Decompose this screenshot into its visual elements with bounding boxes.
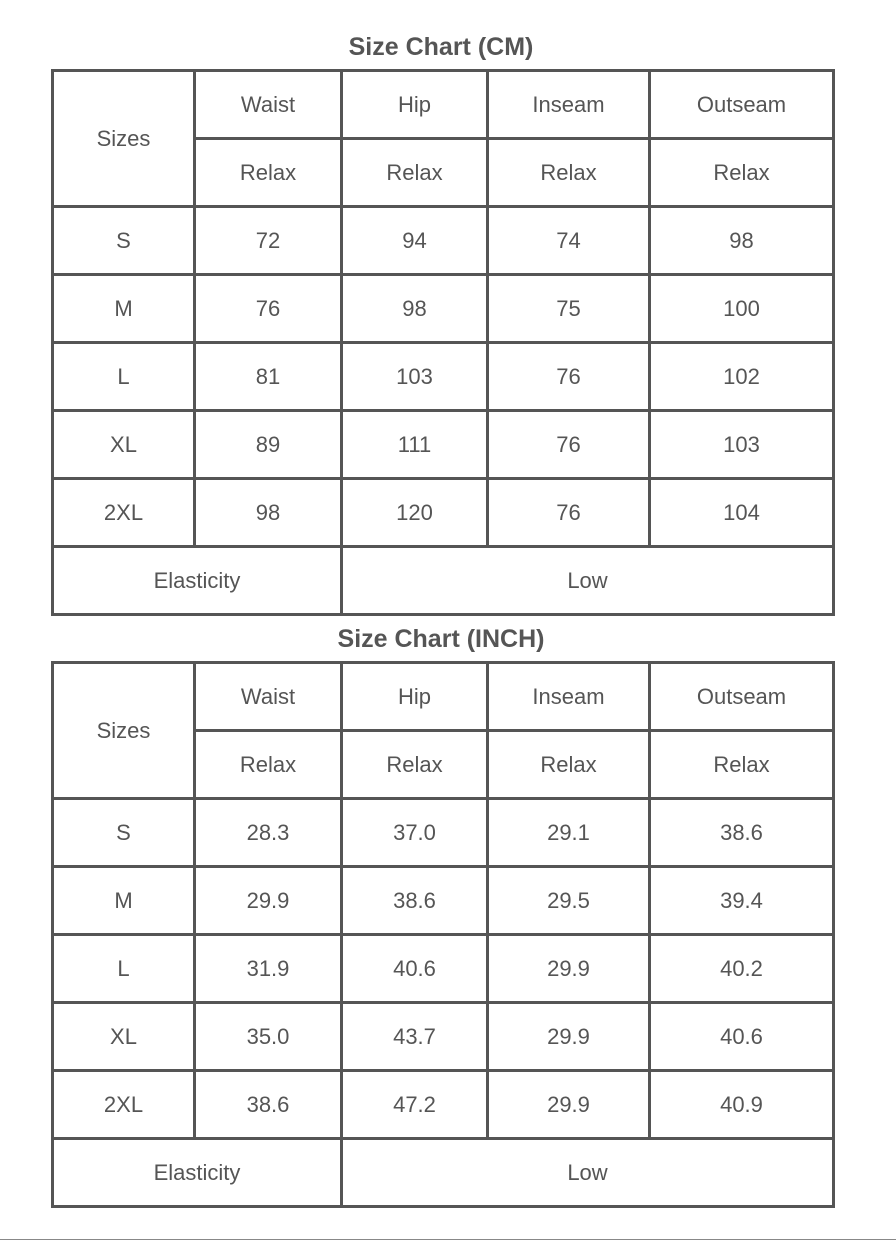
size-cell: M <box>53 275 195 343</box>
size-cell: XL <box>53 1003 195 1071</box>
fit-header-waist: Relax <box>195 731 342 799</box>
size-chart-cm-table <box>51 69 835 616</box>
sizes-header: Sizes <box>53 71 195 207</box>
table-row <box>53 479 834 547</box>
measure-header-waist: Waist <box>195 663 342 731</box>
value-cell: 76 <box>488 479 650 547</box>
measure-header-hip: Hip <box>342 71 488 139</box>
elasticity-label: Elasticity <box>53 1139 342 1207</box>
sizes-header: Sizes <box>53 663 195 799</box>
size-chart-inch-title: Size Chart (INCH) <box>337 625 545 653</box>
value-cell: 29.5 <box>488 867 650 935</box>
value-cell: 89 <box>195 411 342 479</box>
table-row <box>53 343 834 411</box>
value-cell: 29.1 <box>488 799 650 867</box>
value-cell: 31.9 <box>195 935 342 1003</box>
value-cell: 38.6 <box>195 1071 342 1139</box>
value-cell: 103 <box>342 343 488 411</box>
measure-header-waist: Waist <box>195 71 342 139</box>
value-cell: 29.9 <box>488 1003 650 1071</box>
elasticity-row <box>53 1139 834 1207</box>
size-cell: 2XL <box>53 1071 195 1139</box>
value-cell: 98 <box>195 479 342 547</box>
fit-header-inseam: Relax <box>488 731 650 799</box>
size-cell: M <box>53 867 195 935</box>
value-cell: 111 <box>342 411 488 479</box>
value-cell: 76 <box>488 411 650 479</box>
table-row <box>53 1003 834 1071</box>
size-chart-inch-table <box>51 661 835 1208</box>
size-cell: S <box>53 207 195 275</box>
table-row <box>53 207 834 275</box>
value-cell: 38.6 <box>650 799 834 867</box>
value-cell: 40.6 <box>342 935 488 1003</box>
value-cell: 43.7 <box>342 1003 488 1071</box>
value-cell: 98 <box>342 275 488 343</box>
value-cell: 47.2 <box>342 1071 488 1139</box>
value-cell: 40.2 <box>650 935 834 1003</box>
value-cell: 102 <box>650 343 834 411</box>
value-cell: 40.6 <box>650 1003 834 1071</box>
table-row <box>53 275 834 343</box>
value-cell: 39.4 <box>650 867 834 935</box>
value-cell: 98 <box>650 207 834 275</box>
value-cell: 94 <box>342 207 488 275</box>
measure-header-outseam: Outseam <box>650 663 834 731</box>
value-cell: 103 <box>650 411 834 479</box>
value-cell: 74 <box>488 207 650 275</box>
elasticity-label: Elasticity <box>53 547 342 615</box>
value-cell: 35.0 <box>195 1003 342 1071</box>
value-cell: 75 <box>488 275 650 343</box>
value-cell: 38.6 <box>342 867 488 935</box>
value-cell: 76 <box>488 343 650 411</box>
elasticity-value: Low <box>342 547 834 615</box>
value-cell: 81 <box>195 343 342 411</box>
size-cell: 2XL <box>53 479 195 547</box>
size-cell: L <box>53 343 195 411</box>
size-chart-cm-title: Size Chart (CM) <box>348 33 534 61</box>
value-cell: 100 <box>650 275 834 343</box>
fit-header-outseam: Relax <box>650 731 834 799</box>
elasticity-row <box>53 547 834 615</box>
fit-header-inseam: Relax <box>488 139 650 207</box>
value-cell: 28.3 <box>195 799 342 867</box>
measure-header-inseam: Inseam <box>488 71 650 139</box>
size-cell: L <box>53 935 195 1003</box>
elasticity-value: Low <box>342 1139 834 1207</box>
table-row <box>53 867 834 935</box>
value-cell: 120 <box>342 479 488 547</box>
measure-header-inseam: Inseam <box>488 663 650 731</box>
fit-header-waist: Relax <box>195 139 342 207</box>
size-cell: XL <box>53 411 195 479</box>
size-cell: S <box>53 799 195 867</box>
fit-header-outseam: Relax <box>650 139 834 207</box>
value-cell: 76 <box>195 275 342 343</box>
table-row <box>53 799 834 867</box>
table-row <box>53 935 834 1003</box>
value-cell: 40.9 <box>650 1071 834 1139</box>
value-cell: 37.0 <box>342 799 488 867</box>
value-cell: 29.9 <box>488 1071 650 1139</box>
table-row <box>53 411 834 479</box>
value-cell: 104 <box>650 479 834 547</box>
fit-header-hip: Relax <box>342 139 488 207</box>
value-cell: 72 <box>195 207 342 275</box>
fit-header-hip: Relax <box>342 731 488 799</box>
measure-header-outseam: Outseam <box>650 71 834 139</box>
table-row <box>53 1071 834 1139</box>
value-cell: 29.9 <box>488 935 650 1003</box>
value-cell: 29.9 <box>195 867 342 935</box>
bottom-divider <box>0 1239 896 1240</box>
measure-header-hip: Hip <box>342 663 488 731</box>
